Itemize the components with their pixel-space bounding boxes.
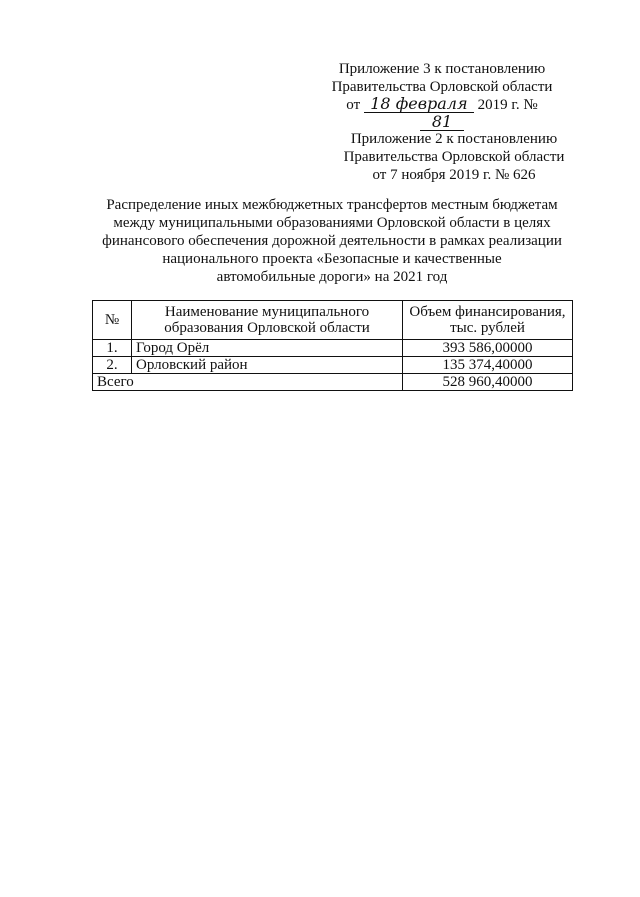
table-row [93, 340, 573, 357]
title-line2: между муниципальными образованиями Орловской области в целях [113, 215, 551, 231]
table-row [93, 357, 573, 374]
header-value-line1: Объем финансирования, [409, 304, 566, 320]
header-name-line2: образования Орловской области [164, 320, 370, 336]
distribution-table [92, 300, 573, 391]
total-label: Всего [93, 374, 403, 391]
row-value: 135 374,40000 [403, 357, 573, 374]
header-name-line1: Наименование муниципального [164, 304, 370, 320]
appendix-3-header [326, 60, 558, 132]
header-num: № [93, 301, 132, 340]
title-line1: Распределение иных межбюджетных трансфертов местным бюджетам [106, 197, 558, 213]
handwritten-date: 18 февраля [364, 96, 474, 113]
handwritten-number: 81 [420, 114, 464, 131]
appendix-2-line2: Правительства Орловской области [343, 149, 565, 165]
from-prefix: от [346, 97, 361, 113]
appendix-3-line1: Приложение 3 к постановлению [338, 61, 546, 77]
title-line4: национального проекта «Безопасные и качественные [162, 251, 502, 267]
year-text: 2019 г. № [477, 97, 538, 113]
appendix-2-line1: Приложение 2 к постановлению [350, 131, 558, 147]
header-name [132, 301, 403, 340]
row-name: Город Орёл [132, 340, 403, 357]
row-value: 393 586,00000 [403, 340, 573, 357]
row-name: Орловский район [132, 357, 403, 374]
appendix-2-line3: от 7 ноября 2019 г. № 626 [372, 167, 536, 183]
row-num: 2. [93, 357, 132, 374]
appendix-2-header [334, 130, 574, 184]
document-title [90, 196, 574, 286]
appendix-3-date-line [326, 96, 558, 132]
title-line3: финансового обеспечения дорожной деятельности в рамках реализации [102, 233, 562, 249]
header-value [403, 301, 573, 340]
total-value: 528 960,40000 [403, 374, 573, 391]
table-header-row [93, 301, 573, 340]
header-value-line2: тыс. рублей [450, 320, 525, 336]
appendix-3-line2: Правительства Орловской области [331, 79, 553, 95]
row-num: 1. [93, 340, 132, 357]
title-line5: автомобильные дороги» на 2021 год [216, 269, 448, 285]
table-total-row [93, 374, 573, 391]
